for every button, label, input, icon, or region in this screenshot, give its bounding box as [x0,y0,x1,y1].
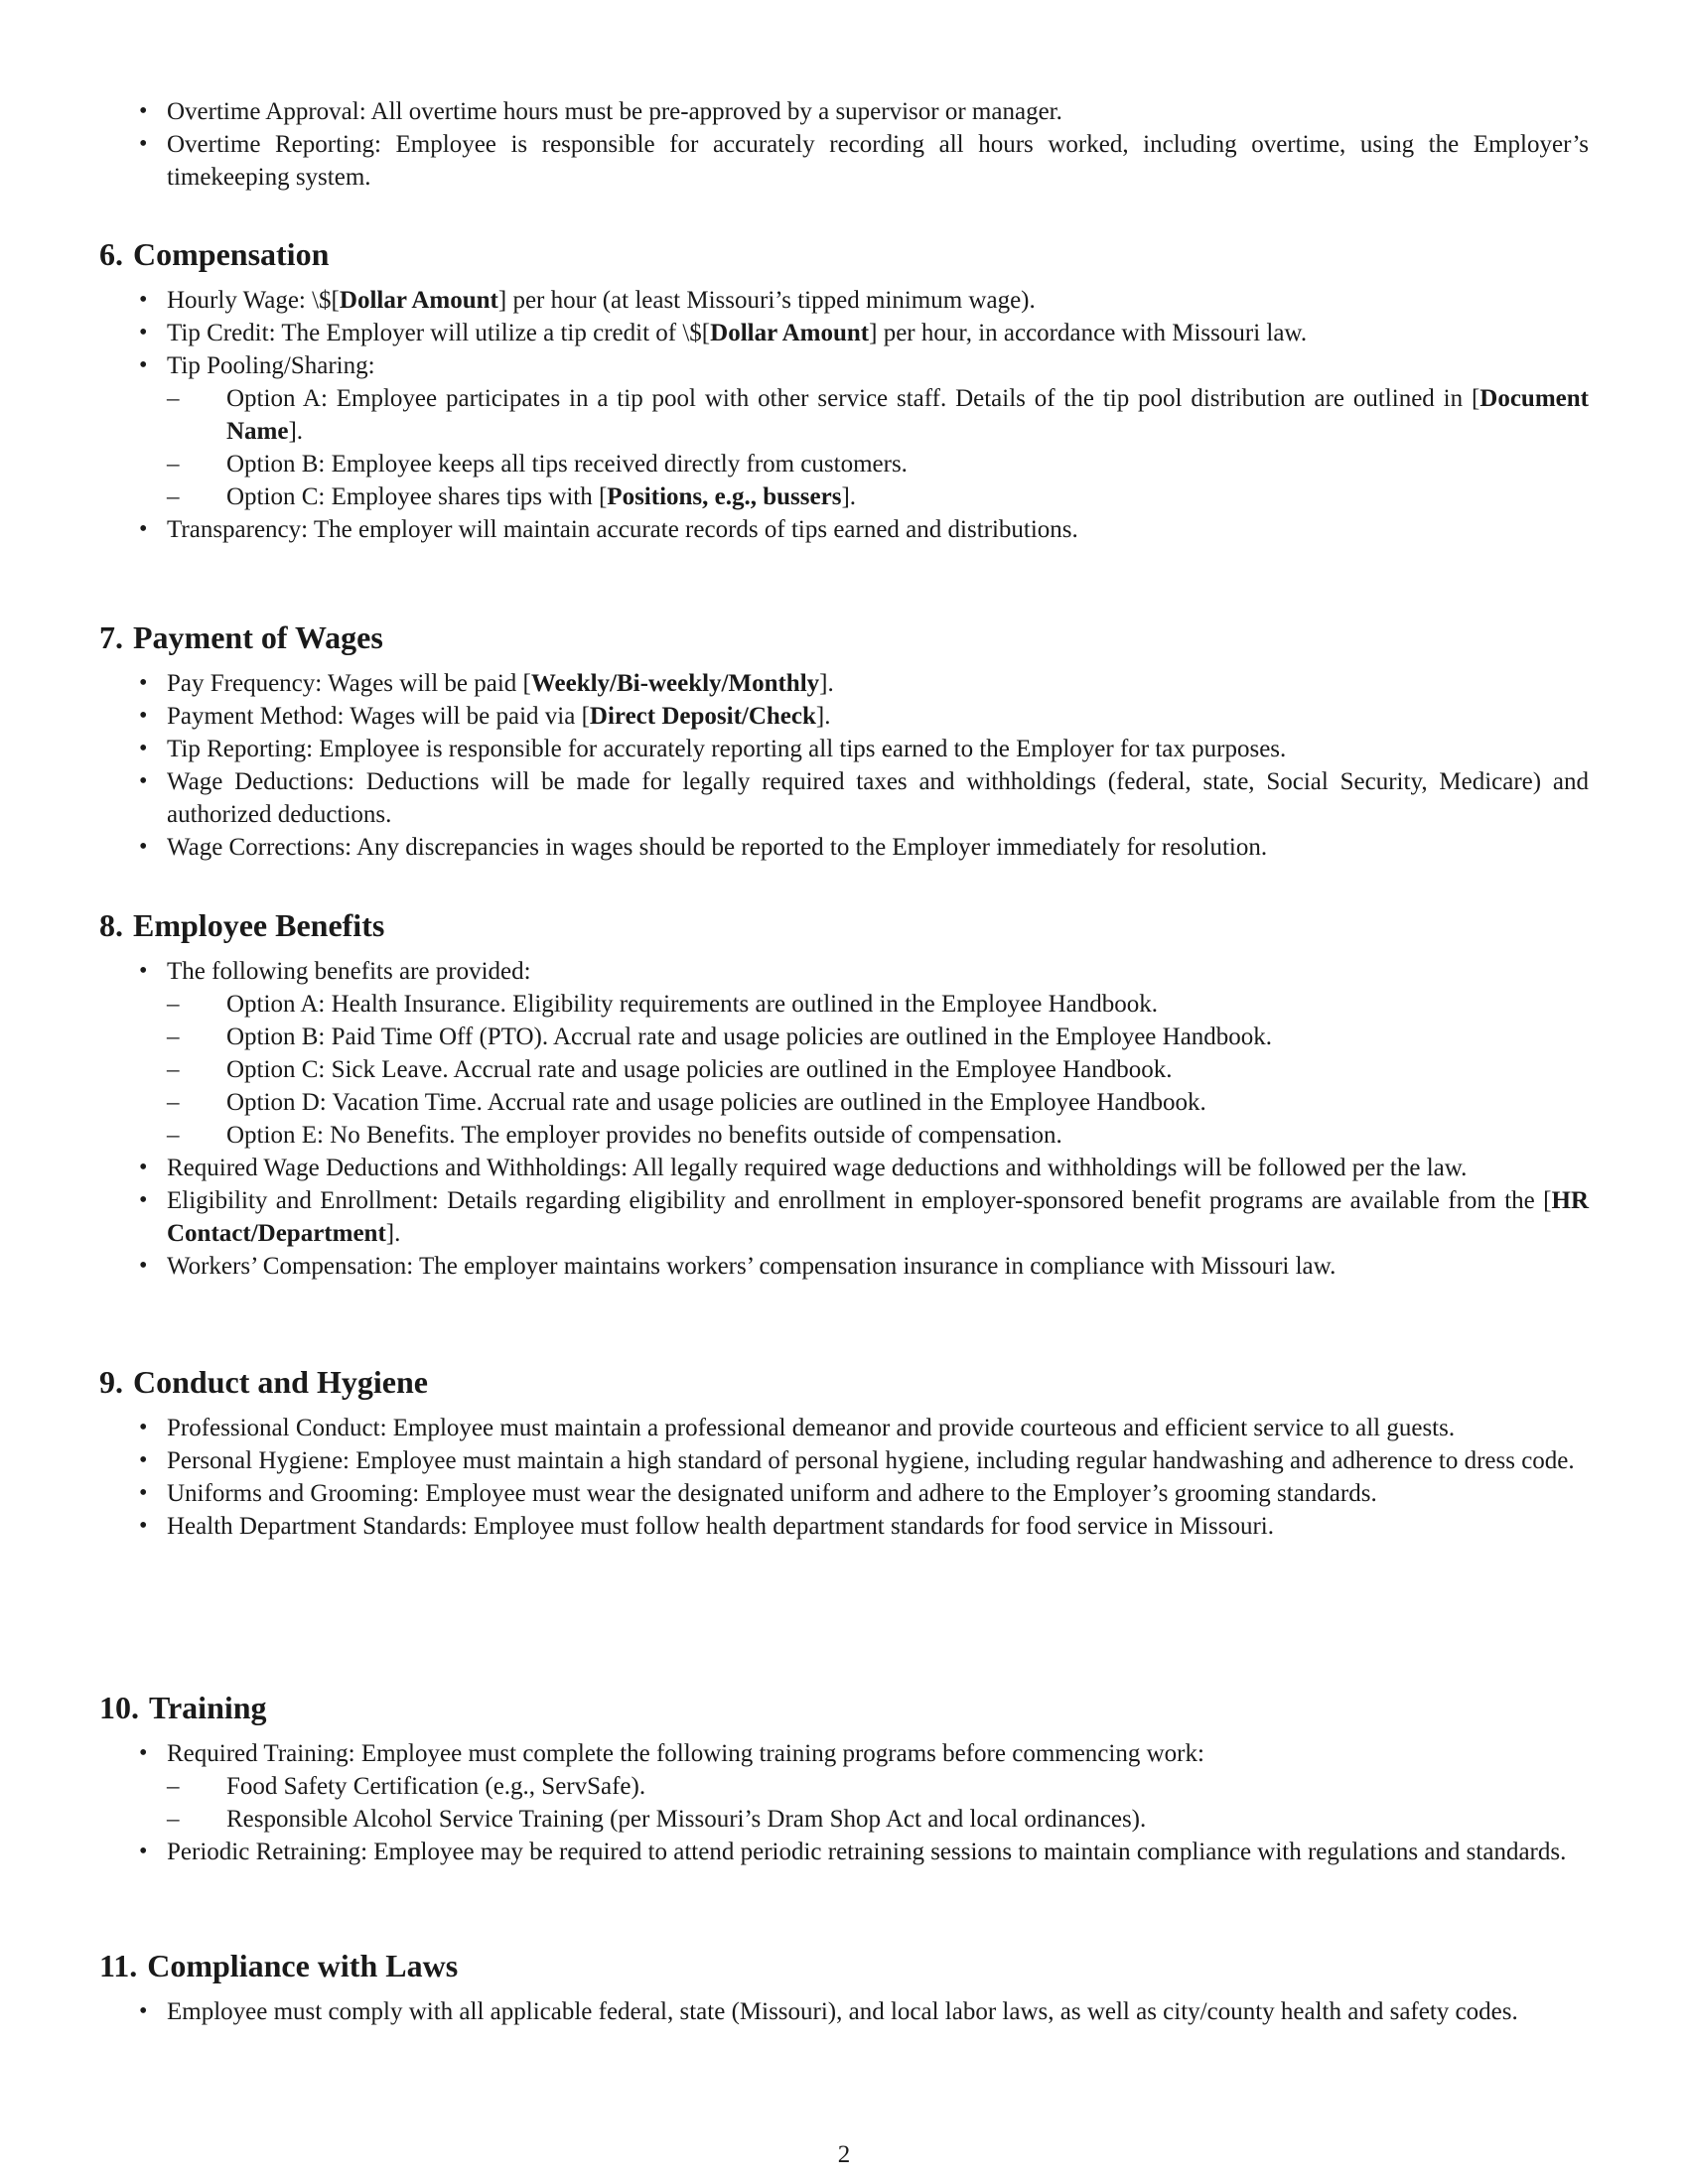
section-heading [99,234,1589,274]
list-item: • Personal Hygiene: Employee must maintain a high standard of personal hygiene, including regular handwashing and adherence to dress code. [99,1444,1589,1477]
section-payment-of-wages [99,617,1589,864]
placeholder-field: Direct Deposit/Check [589,703,816,730]
section-training [99,1688,1589,1868]
placeholder-field: Document Name [226,385,1589,445]
section-number: 10. [99,1690,139,1725]
list-item: • Wage Deductions: Deductions will be made for legally required taxes and withholdings (federal, state, Social Security, Medicare) and authorized deductions. [99,765,1589,831]
list-item: • Employee must comply with all applicable federal, state (Missouri), and local labor laws, as well as city/county health and safety codes. [99,1995,1589,2028]
placeholder-field: Positions, e.g., bussers [607,483,842,510]
list-item-tip-pooling: • Tip Pooling/Sharing: – Option A: Employee participates in a tip pool with other service staff. Details of the tip pool distribution are outlined in [Document Name]. – Option B: Employee keeps all tips received directly from customers. – Option C: Employee shares tips with [Positions, e.g., bussers]. [99,349,1589,513]
section-title: Compliance with Laws [147,1948,459,1983]
list-item-benefits: • The following benefits are provided: – Option A: Health Insurance. Eligibility requirements are outlined in the Employee Handbook. – Option B: Paid Time Off (PTO). Accrual rate and usage policies are outlined in the Employee Handbook. – Option C: Sick Leave. Accrual rate and usage policies are outlined in the Employee Handbook. – Option D: Vacation Time. Accrual rate and usage policies are outlined in the Employee Handbook. – Option E: No Benefits. The employer provides no benefits outside of compensation. [99,955,1589,1152]
placeholder-field: HR Contact/Department [167,1187,1589,1247]
list-item-pay-frequency: • Pay Frequency: Wages will be paid [Weekly/Bi-weekly/Monthly]. [99,667,1589,700]
list-item: • Required Wage Deductions and Withholdings: All legally required wage deductions and withholdings will be followed per the law. [99,1152,1589,1184]
sub-item: – Option D: Vacation Time. Accrual rate and usage policies are outlined in the Employee Handbook. [167,1086,1589,1119]
section-conduct-and-hygiene [99,1362,1589,1543]
section-heading [99,617,1589,657]
section-heading [99,1946,1589,1985]
section-heading [99,905,1589,945]
list-item: • Overtime Approval: All overtime hours must be pre-approved by a supervisor or manager. [99,95,1589,128]
sub-item: – Option C: Employee shares tips with [Positions, e.g., bussers]. [167,480,1589,513]
list-item: • Workers’ Compensation: The employer maintains workers’ compensation insurance in compliance with Missouri law. [99,1250,1589,1283]
section-heading [99,1688,1589,1727]
list-item-eligibility: • Eligibility and Enrollment: Details regarding eligibility and enrollment in employer-sponsored benefit programs are available from the [HR Contact/Department]. [99,1184,1589,1250]
sub-item: – Option B: Paid Time Off (PTO). Accrual rate and usage policies are outlined in the Employee Handbook. [167,1021,1589,1053]
section-number: 9. [99,1364,123,1400]
list-item: • Professional Conduct: Employee must maintain a professional demeanor and provide courteous and efficient service to all guests. [99,1412,1589,1444]
sub-item: – Option C: Sick Leave. Accrual rate and usage policies are outlined in the Employee Handbook. [167,1053,1589,1086]
sub-item: – Responsible Alcohol Service Training (per Missouri’s Dram Shop Act and local ordinances). [167,1803,1589,1836]
placeholder-field: Dollar Amount [339,287,498,314]
section-compliance-with-laws [99,1946,1589,2028]
sub-item: – Food Safety Certification (e.g., ServSafe). [167,1770,1589,1803]
section-compensation [99,234,1589,546]
list-item: • Uniforms and Grooming: Employee must wear the designated uniform and adhere to the Employer’s grooming standards. [99,1477,1589,1510]
list-item-tip-credit: • Tip Credit: The Employer will utilize a tip credit of \$[Dollar Amount] per hour, in accordance with Missouri law. [99,317,1589,349]
section-5-continued [99,95,1589,194]
section-number: 11. [99,1948,138,1983]
sub-item: – Option B: Employee keeps all tips received directly from customers. [167,448,1589,480]
list-item: • Wage Corrections: Any discrepancies in wages should be reported to the Employer immediately for resolution. [99,831,1589,864]
section-number: 8. [99,907,123,943]
list-item: • Periodic Retraining: Employee may be required to attend periodic retraining sessions to maintain compliance with regulations and standards. [99,1836,1589,1868]
list-item: • Tip Reporting: Employee is responsible for accurately reporting all tips earned to the Employer for tax purposes. [99,733,1589,765]
section-title: Payment of Wages [133,619,383,655]
section-heading [99,1362,1589,1402]
section-title: Employee Benefits [133,907,385,943]
list-item-transparency: • Transparency: The employer will maintain accurate records of tips earned and distributions. [99,513,1589,546]
list-item: • Health Department Standards: Employee must follow health department standards for food service in Missouri. [99,1510,1589,1543]
page-number: 2 [837,2141,851,2168]
sub-item: – Option E: No Benefits. The employer provides no benefits outside of compensation. [167,1119,1589,1152]
list-item-hourly-wage: • Hourly Wage: \$[Dollar Amount] per hour (at least Missouri’s tipped minimum wage). [99,284,1589,317]
section-title: Compensation [133,236,330,272]
section-title: Conduct and Hygiene [133,1364,428,1400]
placeholder-field: Dollar Amount [710,320,870,346]
section-number: 7. [99,619,123,655]
list-item-required-training: • Required Training: Employee must complete the following training programs before commencing work: – Food Safety Certification (e.g., ServSafe). – Responsible Alcohol Service Training (per Missouri’s Dram Shop Act and local ordinances). [99,1737,1589,1836]
placeholder-field: Weekly/Bi-weekly/Monthly [530,670,820,697]
list-item-payment-method: • Payment Method: Wages will be paid via [Direct Deposit/Check]. [99,700,1589,733]
list-item: • Overtime Reporting: Employee is responsible for accurately recording all hours worked, including overtime, using the Employer’s timekeeping system. [99,128,1589,194]
sub-item: – Option A: Employee participates in a tip pool with other service staff. Details of the tip pool distribution are outlined in [Document Name]. [167,382,1589,448]
section-number: 6. [99,236,123,272]
section-title: Training [149,1690,267,1725]
section-employee-benefits [99,905,1589,1283]
sub-item: – Option A: Health Insurance. Eligibility requirements are outlined in the Employee Handbook. [167,988,1589,1021]
